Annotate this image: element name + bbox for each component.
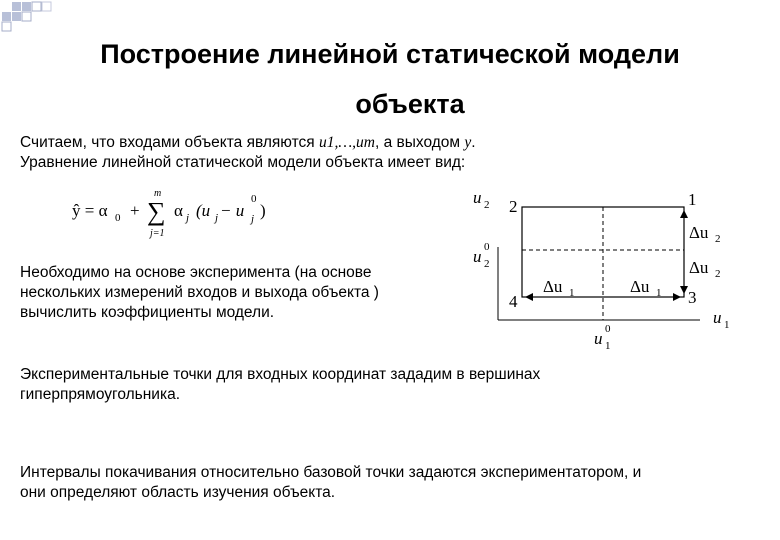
label-du1-right: Δu xyxy=(630,277,650,296)
experiment-paragraph xyxy=(20,263,379,323)
points-line2: гиперпрямоугольника. xyxy=(20,386,181,403)
points-line1: Экспериментальные точки для входных координат зададим в вершинах xyxy=(20,366,541,383)
equation-minus: − u xyxy=(220,201,245,220)
equation-u0-sub: j xyxy=(251,213,255,225)
label-u20: u xyxy=(473,247,482,266)
intervals-paragraph xyxy=(20,463,641,503)
intro-text-line2: Уравнение линейной статической модели объекта имеет вид: xyxy=(20,154,466,171)
equation-paren-close: ) xyxy=(260,201,266,220)
label-du2-lower-sub: 2 xyxy=(715,268,721,280)
label-u2: u xyxy=(473,188,482,207)
equation-alpha: α xyxy=(174,201,183,220)
equation-alpha-sub: j xyxy=(186,212,190,224)
slide-title-line1: Построение линейной статической модели xyxy=(100,39,680,69)
corner-decoration xyxy=(0,0,60,36)
equation-plus: + xyxy=(130,201,140,220)
points-paragraph xyxy=(20,365,540,405)
sum-lower-limit: j=1 xyxy=(150,228,165,239)
label-u10: u xyxy=(594,329,603,348)
experiment-line2: нескольких измерений входов и выхода объекта ) xyxy=(20,284,379,301)
label-du1-left: Δu xyxy=(543,277,563,296)
label-du2-lower: Δu xyxy=(689,258,709,277)
intro-text-prefix: Считаем, что входами объекта являются xyxy=(20,134,315,151)
label-du1-left-sub: 1 xyxy=(569,287,575,299)
label-u20-sup: 0 xyxy=(484,241,490,253)
intervals-line2: они определяют область изучения объекта. xyxy=(20,484,336,501)
equation-alpha0-sub: 0 xyxy=(115,212,121,224)
intervals-line1: Интервалы покачивания относительно базовой точки задаются экспериментатором, и xyxy=(20,464,642,481)
output-symbol: y xyxy=(464,134,472,151)
label-u1: u xyxy=(713,308,722,327)
label-du2-upper: Δu xyxy=(689,223,709,242)
intro-text-end: . xyxy=(471,134,476,151)
sum-upper-limit: m xyxy=(154,188,162,199)
experiment-line3: вычислить коэффициенты модели. xyxy=(20,304,275,321)
label-u20-sub: 2 xyxy=(484,258,490,270)
label-u2-sub: 2 xyxy=(484,199,490,211)
equation-uj-sub: j xyxy=(215,212,219,224)
model-equation xyxy=(70,186,310,240)
intro-paragraph xyxy=(20,133,476,173)
point-1-label: 1 xyxy=(688,190,697,209)
slide-title-line2: объекта xyxy=(355,89,465,119)
intro-text-middle: , а выходом xyxy=(374,134,461,151)
equation-u0-sup: 0 xyxy=(251,193,257,205)
point-3-label: 3 xyxy=(688,288,697,307)
equation-paren-open: (u xyxy=(196,201,211,220)
point-4-label: 4 xyxy=(509,292,518,311)
experiment-line1: Необходимо на основе эксперимента (на основе xyxy=(20,264,372,281)
hyperrectangle-diagram xyxy=(470,180,770,355)
label-du2-upper-sub: 2 xyxy=(715,233,721,245)
sum-symbol: ∑ xyxy=(147,197,166,226)
point-2-label: 2 xyxy=(509,197,518,216)
label-u1-sub: 1 xyxy=(724,319,730,331)
label-u10-sup: 0 xyxy=(605,323,611,335)
label-u10-sub: 1 xyxy=(605,340,611,352)
equation-lhs: ŷ = α xyxy=(72,201,108,220)
inputs-symbol: u1,…,um xyxy=(318,134,375,151)
label-du1-right-sub: 1 xyxy=(656,287,662,299)
